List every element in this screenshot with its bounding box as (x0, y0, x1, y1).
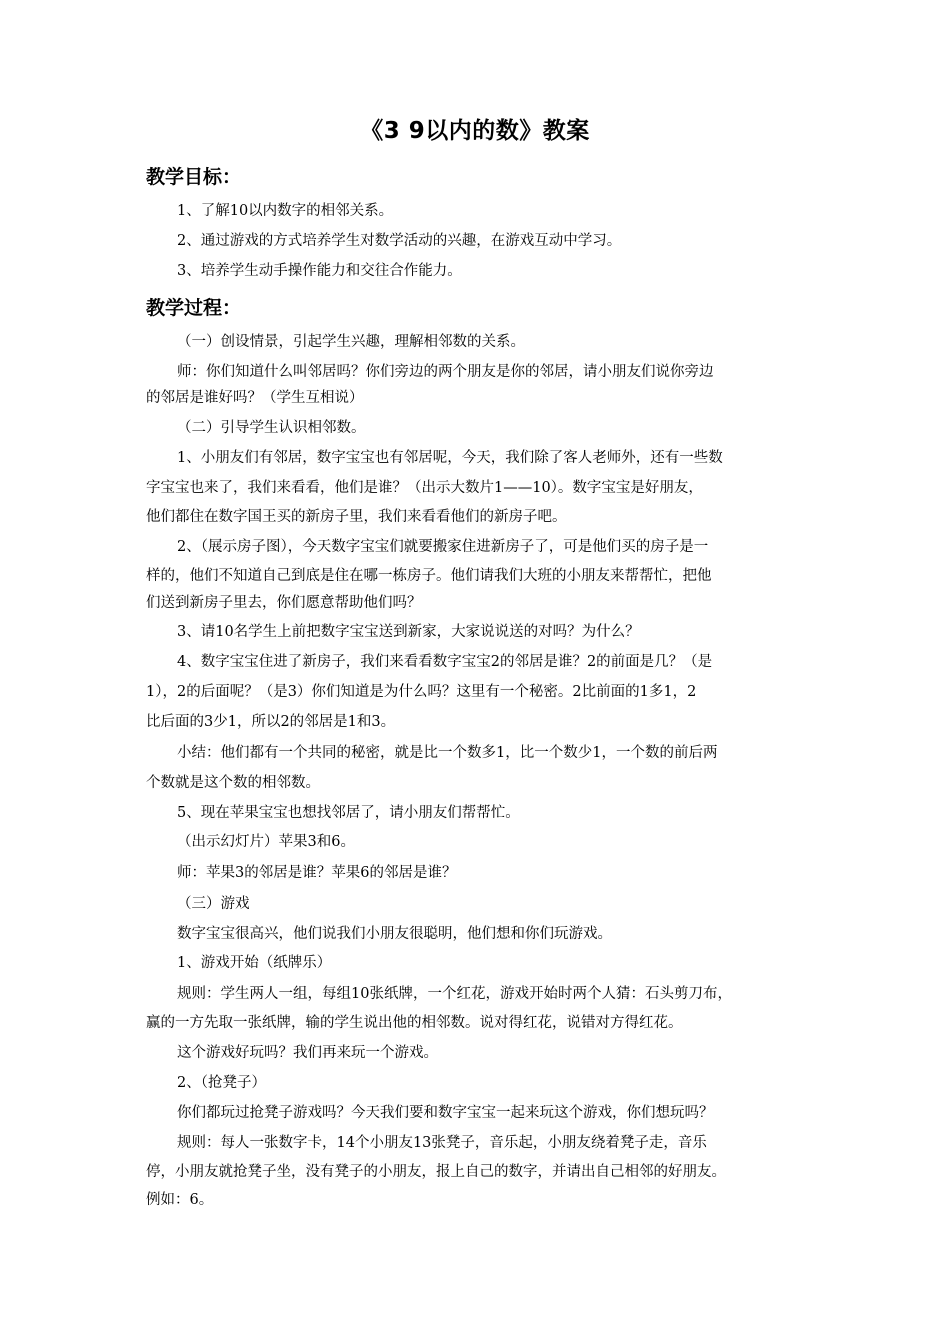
paragraph-line: 比后面的3少1，所以2的邻居是1和3。 (146, 714, 396, 730)
paragraph-line: 规则：每人一张数字卡，14个小朋友13张凳子，音乐起，小朋友绕着凳子走，音乐 (177, 1135, 707, 1151)
paragraph-line: 你们都玩过抢凳子游戏吗？今天我们要和数字宝宝一起来玩这个游戏，你们想玩吗？ (177, 1105, 714, 1121)
paragraph-line: 们送到新房子里去，你们愿意帮助他们吗？ (146, 595, 422, 611)
paragraph-line: 2、（抢凳子） (177, 1075, 266, 1091)
paragraph-line: 样的，他们不知道自己到底是住在哪一栋房子。他们请我们大班的小朋友来帮帮忙，把他 (146, 568, 712, 584)
paragraph-line: 字宝宝也来了，我们来看看，他们是谁？（出示大数片1——10）。数字宝宝是好朋友， (146, 480, 703, 496)
paragraph-line: 4、数字宝宝住进了新房子，我们来看看数字宝宝2的邻居是谁？2的前面是几？（是 (177, 654, 713, 670)
paragraph-line: （出示幻灯片）苹果3和6。 (177, 834, 355, 850)
paragraph-line: （二）引导学生认识相邻数。 (177, 420, 366, 436)
paragraph-line: 1），2的后面呢？（是3）你们知道是为什么吗？这里有一个秘密。2比前面的1多1，2 (146, 684, 697, 700)
paragraph-line: 1、游戏开始（纸牌乐） (177, 955, 332, 971)
paragraph-line: （三）游戏 (177, 896, 250, 912)
paragraph-line: 停，小朋友就抢凳子坐，没有凳子的小朋友，报上自己的数字，并请出自己相邻的好朋友。 (146, 1164, 726, 1180)
paragraph-line: 例如：6。 (146, 1192, 214, 1208)
document-title: 《3 9以内的数》教案 (360, 118, 590, 144)
paragraph-line: 数字宝宝很高兴，他们说我们小朋友很聪明，他们想和你们玩游戏。 (177, 926, 612, 942)
paragraph-line: 2、（展示房子图），今天数字宝宝们就要搬家住进新房子了，可是他们买的房子是一 (177, 539, 709, 555)
paragraph-line: 师：你们知道什么叫邻居吗？你们旁边的两个朋友是你的邻居，请小朋友们说你旁边 (177, 364, 714, 380)
paragraph-line: 3、请10名学生上前把数字宝宝送到新家，大家说说送的对吗？为什么？ (177, 624, 640, 640)
paragraph-line: 这个游戏好玩吗？我们再来玩一个游戏。 (177, 1045, 438, 1061)
goal-1: 1、了解10以内数字的相邻关系。 (177, 203, 394, 219)
paragraph-line: 1、小朋友们有邻居，数字宝宝也有邻居呢，今天，我们除了客人老师外，还有一些数 (177, 450, 723, 466)
goals-heading: 教学目标： (146, 166, 242, 188)
paragraph-line: 的邻居是谁好吗？（学生互相说） (146, 390, 364, 406)
paragraph-line: 5、现在苹果宝宝也想找邻居了，请小朋友们帮帮忙。 (177, 805, 520, 821)
paragraph-line: 他们都住在数字国王买的新房子里，我们来看看他们的新房子吧。 (146, 509, 567, 525)
paragraph-line: 小结：他们都有一个共同的秘密，就是比一个数多1，比一个数少1，一个数的前后两 (177, 745, 718, 761)
paragraph-line: （一）创设情景，引起学生兴趣，理解相邻数的关系。 (177, 334, 525, 350)
goal-2: 2、通过游戏的方式培养学生对数学活动的兴趣，在游戏互动中学习。 (177, 233, 622, 249)
paragraph-line: 规则：学生两人一组，每组10张纸牌，一个红花，游戏开始时两个人猜：石头剪刀布， (177, 986, 732, 1002)
paragraph-line: 个数就是这个数的相邻数。 (146, 775, 320, 791)
goal-3: 3、培养学生动手操作能力和交往合作能力。 (177, 263, 462, 279)
paragraph-line: 师：苹果3的邻居是谁？苹果6的邻居是谁？ (177, 865, 457, 881)
paragraph-line: 赢的一方先取一张纸牌，输的学生说出他的相邻数。说对得红花，说错对方得红花。 (146, 1015, 683, 1031)
process-heading: 教学过程： (146, 297, 242, 319)
